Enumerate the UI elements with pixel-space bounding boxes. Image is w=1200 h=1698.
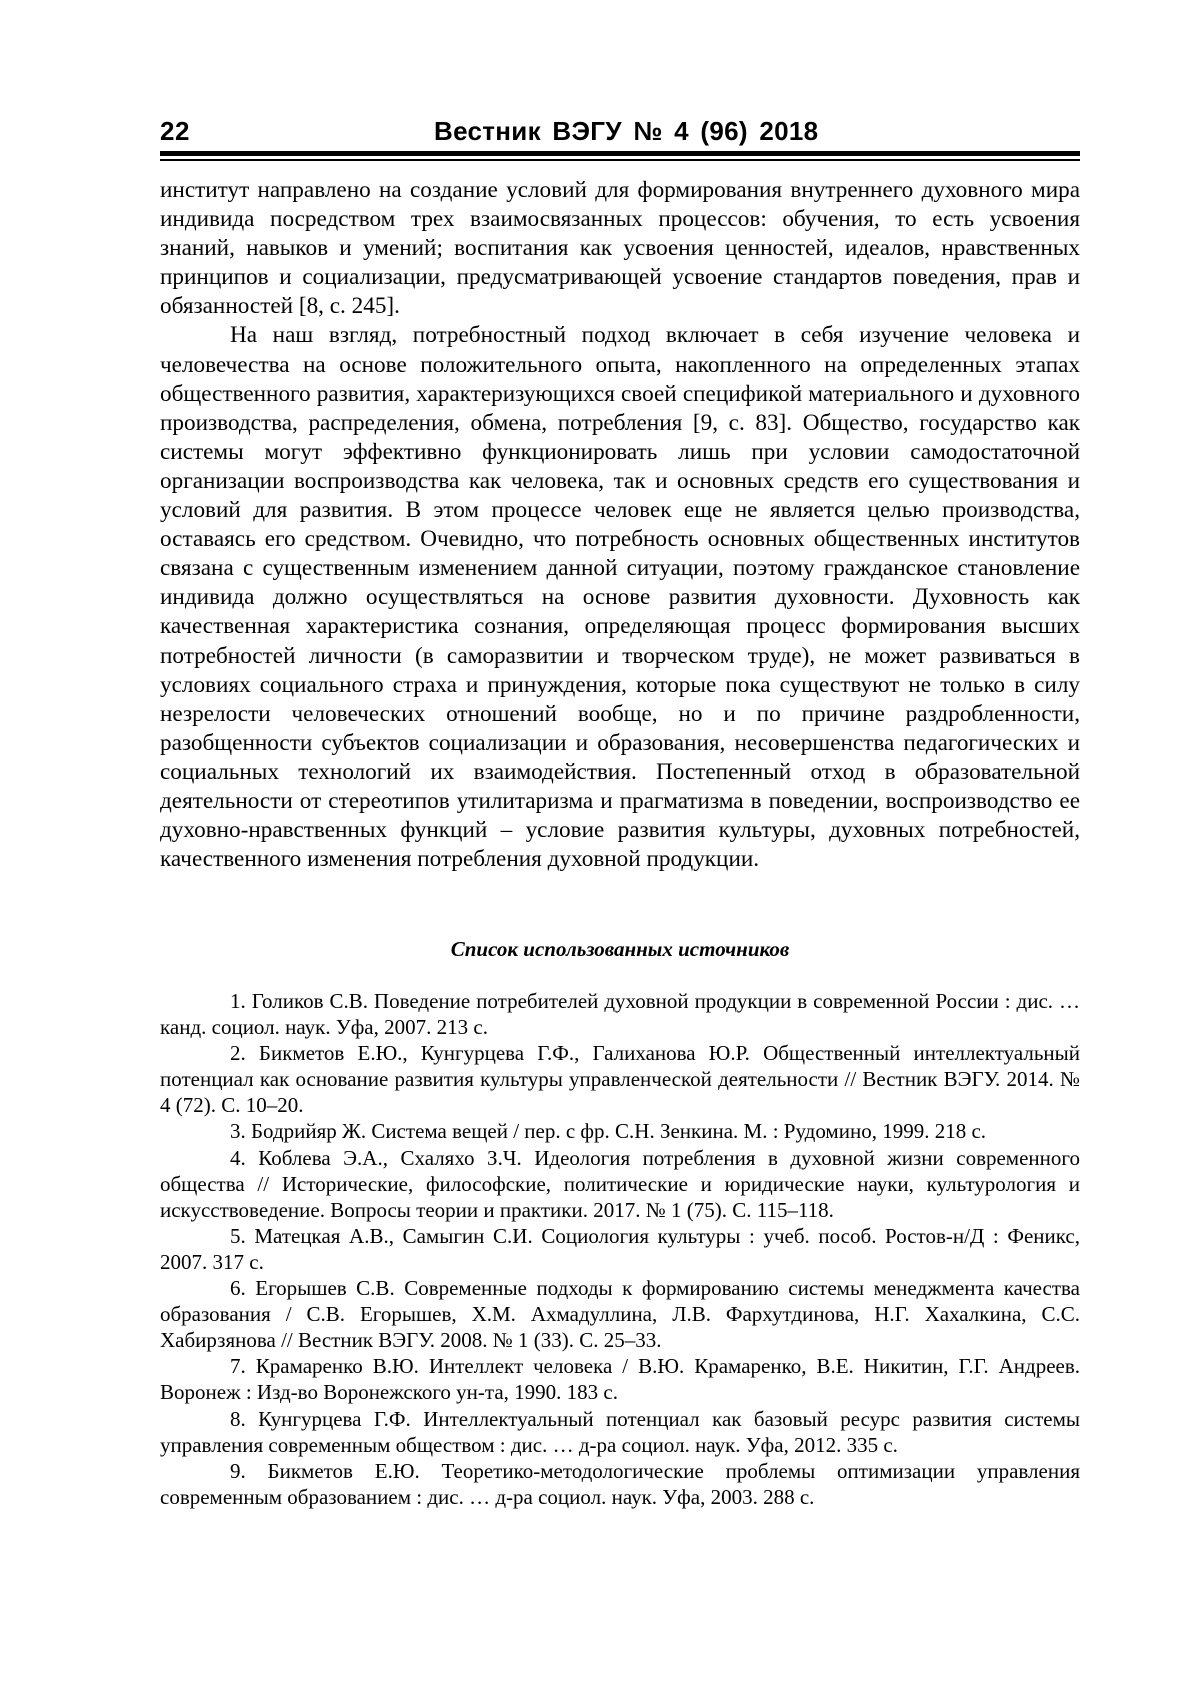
- page-number: 22: [160, 116, 190, 146]
- body-paragraph: На наш взгляд, потребностный подход включает в себя изучение человека и человечества на основе положительного опыта, накопленного на определенных этапах общественного развития, характеризующихся своей спецификой материального и духовного производства, распределения, обмена, потребления [9, с. 83]. Общество, государство как системы могут эффективно функционировать лишь при условии самодостаточной организации воспроизводства как человека, так и основных средств его существования и условий для развития. В этом процессе человек еще не является целью производства, оставаясь его средством. Очевидно, что потребность основных общественных институтов связана с существенным изменением данной ситуации, поэтому гражданское становление индивида должно осуществляться на основе развития духовности. Духовность как качественная характеристика сознания, определяющая процесс формирования высших потребностей личности (в саморазвитии и творческом труде), не может развиваться в условиях социального страха и принуждения, которые пока существуют не только в силу незрелости человеческих отношений вообще, но и по причине раздробленности, разобщенности субъектов социализации и образования, несовершенства педагогических и социальных технологий их взаимодействия. Постепенный отход в образовательной деятельности от стереотипов утилитаризма и прагматизма в поведении, воспроизводство ее духовно-нравственных функций – условие развития культуры, духовных потребностей, качественного изменения потребления духовной продукции.: [160, 322, 1080, 873]
- reference-item: 1. Голиков С.В. Поведение потребителей духовной продукции в современной России : дис. … канд. социол. наук. Уфа, 2007. 213 с.: [160, 989, 1080, 1040]
- reference-item: 5. Матецкая А.В., Самыгин С.И. Социология культуры : учеб. пособ. Ростов-н/Д : Феникс, 2007. 317 с.: [160, 1223, 1080, 1274]
- reference-item: 9. Бикметов Е.Ю. Теоретико-методологические проблемы оптимизации управления современным образованием : дис. … д-ра социол. наук. Уфа, 2003. 288 с.: [160, 1458, 1080, 1509]
- running-header: [160, 116, 1080, 152]
- reference-item: 2. Бикметов Е.Ю., Кунгурцева Г.Ф., Галиханова Ю.Р. Общественный интеллектуальный потенциал как основание развития культуры управленческой деятельности // Вестник ВЭГУ. 2014. № 4 (72). С. 10–20.: [160, 1041, 1080, 1118]
- reference-item: 8. Кунгурцева Г.Ф. Интеллектуальный потенциал как базовый ресурс развития системы управления современным обществом : дис. … д-ра социол. наук. Уфа, 2012. 335 с.: [160, 1406, 1080, 1457]
- reference-item: 4. Коблева Э.А., Схаляхо З.Ч. Идеология потребления в духовной жизни современного общества // Исторические, философские, политические и юридические науки, культурология и искусствоведение. Вопросы теории и практики. 2017. № 1 (75). С. 115–118.: [160, 1145, 1080, 1222]
- header-rule-thick: [160, 151, 1080, 156]
- reference-item: 6. Егорышев С.В. Современные подходы к формированию системы менеджмента качества образования / С.В. Егорышев, Х.М. Ахмадуллина, Л.В. Фархутдинова, Н.Г. Хахалкина, С.С. Хабирзянова // Вестник ВЭГУ. 2008. № 1 (33). С. 25–33.: [160, 1276, 1080, 1353]
- journal-title: Вестник ВЭГУ № 4 (96) 2018: [434, 116, 819, 146]
- reference-item: 3. Бодрийяр Ж. Система вещей / пер. с фр. С.Н. Зенкина. М. : Рудомино, 1999. 218 с.: [230, 1119, 987, 1144]
- article-body: [160, 176, 1080, 874]
- body-paragraph: институт направлено на создание условий для формирования внутреннего духовного мира индивида посредством трех взаимосвязанных процессов: обучения, то есть усвоения знаний, навыков и умений; воспитания как усвоения ценностей, идеалов, нравственных принципов и социализации, предусматривающей усвоение стандартов поведения, прав и обязанностей [8, с. 245].: [160, 177, 1080, 320]
- header-rule-thin: [160, 159, 1080, 161]
- reference-item: 7. Крамаренко В.Ю. Интеллект человека / В.Ю. Крамаренко, В.Е. Никитин, Г.Г. Андреев. Воронеж : Изд-во Воронежского ун-та, 1990. 183 с.: [160, 1354, 1080, 1405]
- references-list: [160, 988, 1080, 1510]
- references-heading: Список использованных источников: [450, 937, 790, 961]
